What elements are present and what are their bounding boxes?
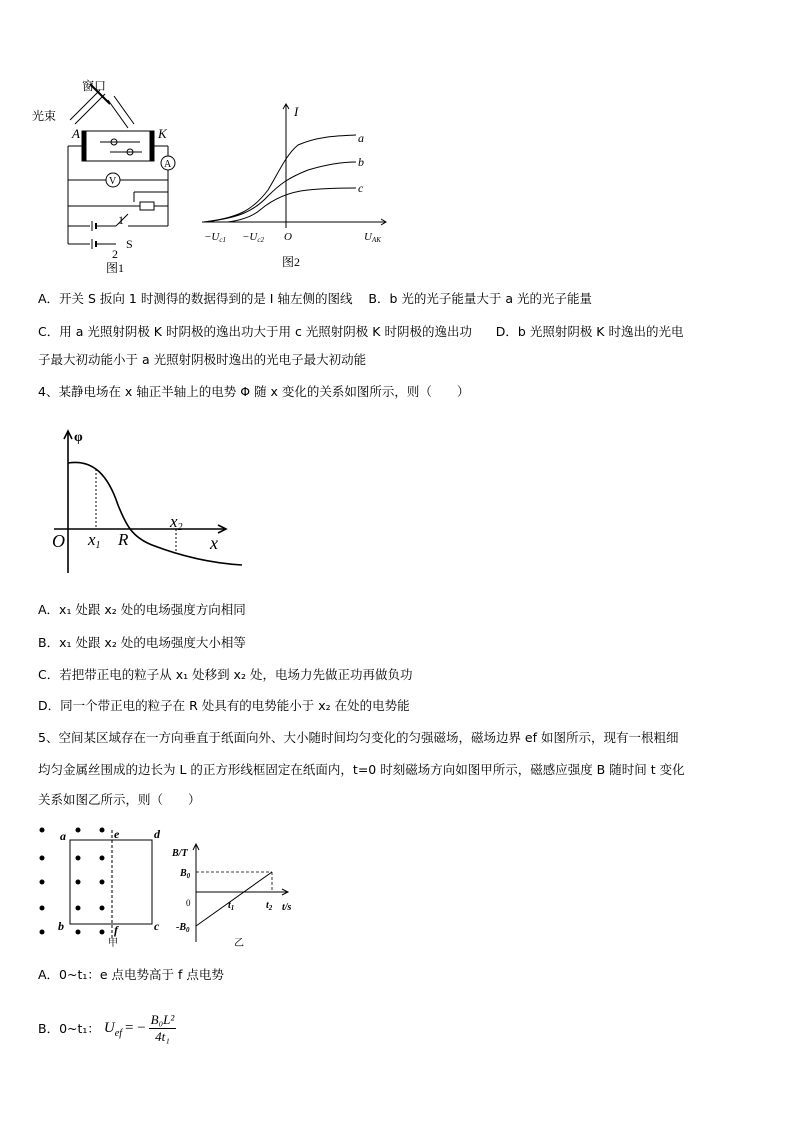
fig2-origin: O (284, 231, 292, 243)
fig2-uak-label: UAK (364, 231, 381, 244)
q5-figure-bt-graph (170, 838, 310, 950)
figure-1-circuit (30, 76, 200, 276)
fig1-beam-label: 光束 (32, 109, 57, 123)
q5-option-b-eq: = − (124, 1019, 146, 1036)
q5-stem-line2: 均匀金属丝围成的边长为 L 的正方形线框固定在纸面内，t=0 时刻磁场方向如图甲所示，磁感应强度 B 随时间 t 变化 (38, 762, 685, 777)
q4-R-label: R (118, 530, 129, 549)
fig-yi-caption: 乙 (234, 938, 244, 949)
q4-option-c[interactable]: C．若把带正电的粒子从 x₁ 处移到 x₂ 处，电场力先做正功再做负功 (38, 667, 413, 682)
curve-b (204, 162, 356, 222)
q4-origin: O (52, 531, 65, 551)
bt-ts-label: t/s (282, 902, 292, 913)
fig2-caption: 图2 (282, 255, 301, 269)
curve-c (228, 188, 356, 222)
fig2-I-axis: I (294, 104, 299, 119)
fig1-ammeter-label: A (164, 159, 172, 170)
q4-option-a[interactable]: A．x₁ 处跟 x₂ 处的电场强度方向相同 (38, 602, 246, 617)
corner-c: c (154, 919, 160, 933)
bt-axis-label: B/T (172, 848, 188, 859)
q4-option-b[interactable]: B．x₁ 处跟 x₂ 处的电场强度大小相等 (38, 635, 246, 650)
q4-x-axis: x (210, 533, 218, 553)
q4-phi-axis: φ (74, 430, 83, 445)
fig-jia-caption: 甲 (108, 938, 118, 949)
q3-option-a[interactable]: A．开关 S 扳向 1 时测得的数据得到的是 I 轴左侧的图线 (38, 291, 353, 306)
figure-2-iu-curves (198, 100, 398, 272)
fig1-S-label: S (126, 237, 133, 251)
q3-option-c[interactable]: C．用 a 光照射阴极 K 时阴极的逸出功大于用 c 光照射阴极 K 时阴极的逸出功 (38, 324, 472, 339)
q4-potential-graph (48, 425, 258, 580)
fig1-K-label: K (158, 126, 167, 141)
corner-d: d (154, 827, 160, 841)
q4-stem: 4、某静电场在 x 轴正半轴上的电势 Φ 随 x 变化的关系如图所示，则（ ） (38, 384, 470, 399)
curve-a (204, 135, 356, 222)
q5-stem-line1: 5、空间某区域存在一方向垂直于纸面向外、大小随时间均匀变化的匀强磁场，磁场边界 ef 如图所示，现有一根粗细 (38, 730, 679, 745)
q5-option-b-U: U (103, 1019, 115, 1036)
q5-option-a[interactable]: A．0~t₁：e 点电势高于 f 点电势 (38, 967, 224, 982)
q5-option-b-sub: ef (114, 1027, 122, 1039)
fig1-A-label: A (72, 126, 80, 141)
q5-option-b-fraction (149, 1012, 177, 1045)
fig2-uc1-label: −Uc1 (204, 231, 226, 244)
point-f: f (114, 923, 118, 937)
fig1-switch-2-label: 2 (112, 247, 118, 261)
q4-option-d[interactable]: D．同一个带正电的粒子在 R 处具有的电势能小于 x₂ 在处的电势能 (38, 698, 410, 713)
fig1-window-label: 窗口 (82, 79, 107, 93)
bt-negB0-label: $-B_0$ (176, 922, 190, 934)
corner-b: b (58, 919, 64, 933)
q3-option-b[interactable]: B．b 光的光子能量大于 a 光的光子能量 (368, 291, 592, 306)
q3-option-c-d (38, 323, 683, 341)
q4-x1-label: x1 (88, 530, 101, 551)
point-e: e (114, 827, 120, 841)
bt-t2-label: $t_2$ (266, 900, 273, 912)
q3-option-d-line1[interactable]: D．b 光照射阴极 K 时逸出的光电 (495, 324, 684, 339)
bt-t1-label: $t_1$ (228, 900, 235, 912)
q3-option-d-line2[interactable]: 子最大初动能小于 a 光照射阴极时逸出的光电子最大初动能 (38, 352, 367, 367)
q5-stem-line3: 关系如图乙所示，则（ ） (38, 792, 201, 807)
bt-B0-label: $B_0$ (180, 868, 191, 880)
fig2-label-b: b (358, 155, 364, 169)
q5-option-b-den: 4t₁ (155, 1028, 170, 1044)
fig1-caption: 图1 (106, 261, 125, 275)
fig1-switch-1-label: 1 (118, 213, 124, 227)
fig2-uc2-label: −Uc2 (242, 231, 264, 244)
q3-option-a-b (38, 290, 592, 308)
q5-figure-frame (30, 820, 170, 950)
fig2-label-c: c (358, 181, 364, 195)
q4-x2-label: x2 (170, 512, 183, 533)
corner-a: a (60, 829, 66, 843)
fig1-voltmeter-label: V (109, 176, 117, 187)
q5-option-b-num: B₀L² (150, 1011, 175, 1027)
bt-line (196, 872, 272, 926)
fig2-label-a: a (358, 131, 364, 145)
q5-option-b[interactable] (38, 1008, 176, 1048)
bt-zero-label: 0 (186, 898, 191, 908)
q5-option-b-prefix: B．0~t₁： (38, 1021, 100, 1036)
